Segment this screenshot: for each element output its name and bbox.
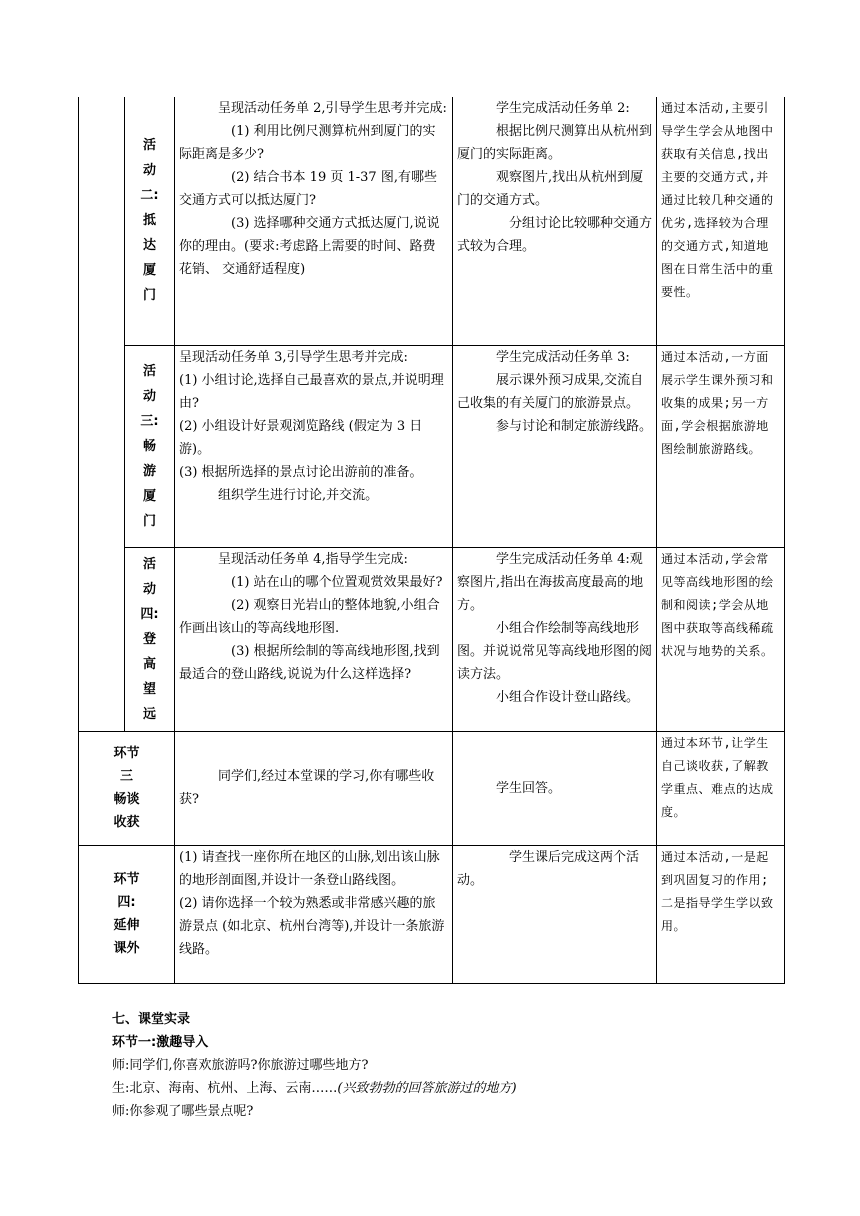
cell-paragraph: 呈现活动任务单 2,引导学生思考并完成:	[218, 101, 447, 116]
section-title: 七、课堂实录	[112, 1012, 191, 1027]
label-char: 环节	[113, 872, 140, 887]
label-char: 四:	[117, 895, 136, 910]
cell-paragraph: (1) 站在山的哪个位置观赏效果最好?	[231, 574, 443, 590]
activity-label	[125, 547, 175, 731]
design-intent: 通过本活动,主要引导学生学会从地图中获取有关信息,找出主要的交通方式,并通过比较几种交通的优劣,选择较为合理的交通方式,知道地图在日常生活中的重要性。	[657, 97, 785, 345]
label-char: 抵	[142, 213, 156, 229]
student-activity: 学生回答。	[453, 731, 657, 845]
cell-paragraph: (2) 请你选择一个较为熟悉或非常感兴趣的旅游景点 (如北京、杭州台湾等),并设计一条旅游线路。	[179, 895, 445, 957]
activity-label	[125, 345, 175, 547]
dialogue-text: 生:北京、海南、杭州、上海、云南……	[112, 1081, 338, 1096]
label-char: 环节	[113, 746, 140, 761]
lesson-plan-table	[78, 97, 785, 984]
stage-label	[79, 731, 175, 845]
label-char: 厦	[142, 263, 156, 279]
stage-cell-empty	[79, 97, 125, 731]
label-char: 登	[142, 631, 156, 647]
dialogue-line: 师:你参观了哪些景点呢?	[112, 1104, 254, 1119]
cell-paragraph: (3) 选择哪种交通方式抵达厦门,说说你的理由。(要求:考虑路上需要的时间、路费花销、 交通舒适程度)	[179, 216, 440, 277]
label-char: 畅谈	[113, 792, 140, 807]
label-char: 游	[142, 463, 156, 479]
label-char: 动	[142, 388, 156, 404]
cell-paragraph: 学生完成活动任务单 4:观察图片,指出在海拔高度最高的地方。	[457, 551, 644, 613]
label-char: 门	[142, 288, 156, 304]
teacher-activity	[175, 345, 453, 547]
design-intent: 通过本活动,一方面展示学生课外预习和收集的成果;另一方面,学会根据旅游地图绘制旅游路线。	[657, 345, 785, 547]
cell-paragraph: 展示课外预习成果,交流自己收集的有关厦门的旅游景点。	[457, 372, 644, 411]
segment-title: 环节一:激趣导入	[112, 1035, 209, 1050]
label-char: 活	[142, 138, 156, 154]
teacher-activity	[175, 547, 453, 731]
table-row	[79, 547, 785, 731]
cell-paragraph: 呈现活动任务单 3,引导学生思考并完成:	[179, 349, 408, 365]
label-char: 活	[142, 363, 156, 379]
label-char: 动	[142, 163, 156, 179]
cell-paragraph: 组织学生进行讨论,并交流。	[218, 487, 379, 503]
classroom-record	[112, 1008, 812, 1123]
cell-paragraph: (2) 结合书本 19 页 1-37 图,有哪些交通方式可以抵达厦门?	[179, 170, 437, 208]
label-char: 三:	[140, 413, 159, 429]
label-char: 活	[142, 556, 156, 572]
label-char: 高	[142, 656, 156, 672]
student-activity: 学生课后完成这两个活动。	[453, 845, 657, 983]
label-char: 收获	[113, 815, 140, 830]
cell-paragraph: 小组合作绘制等高线地形图。并说说常见等高线地形图的阅读方法。	[457, 620, 653, 682]
cell-paragraph: (3) 根据所选择的景点讨论出游前的准备。	[179, 464, 423, 480]
cell-paragraph: (1) 利用比例尺测算杭州到厦门的实际距离是多少?	[179, 124, 436, 162]
teacher-activity	[175, 97, 453, 345]
dialogue-line	[112, 1077, 812, 1100]
table-row	[79, 845, 785, 983]
student-activity	[453, 97, 657, 345]
cell-paragraph: 分组讨论比较哪种交通方式较为合理。	[457, 216, 653, 254]
cell-paragraph: 呈现活动任务单 4,指导学生完成:	[218, 551, 408, 567]
student-activity	[453, 547, 657, 731]
cell-paragraph: 学生完成活动任务单 2:	[496, 101, 630, 116]
table-row	[79, 97, 785, 345]
label-char: 延伸	[113, 918, 140, 933]
label-char: 课外	[113, 941, 140, 956]
label-char: 厦	[142, 488, 156, 504]
label-char: 远	[142, 706, 156, 722]
cell-paragraph: 学生完成活动任务单 3:	[496, 349, 630, 365]
table-row	[79, 345, 785, 547]
activity-label	[125, 97, 175, 345]
design-intent: 通过本环节,让学生自己谈收获,了解教学重点、难点的达成度。	[657, 731, 785, 845]
stage-label	[79, 845, 175, 983]
label-char: 达	[142, 238, 156, 254]
dialogue-note: (兴致勃勃的回答旅游过的地方)	[337, 1081, 517, 1096]
design-intent: 通过本活动,一是起到巩固复习的作用;二是指导学生学以致用。	[657, 845, 785, 983]
label-char: 四:	[140, 606, 159, 622]
cell-paragraph: 参与讨论和制定旅游线路。	[496, 418, 653, 434]
cell-paragraph: 观察图片,找出从杭州到厦门的交通方式。	[457, 170, 644, 208]
student-activity	[453, 345, 657, 547]
cell-paragraph: (1) 小组讨论,选择自己最喜欢的景点,并说明理由?	[179, 372, 444, 411]
teacher-activity: 同学们,经过本堂课的学习,你有哪些收获?	[175, 731, 453, 845]
label-char: 门	[142, 513, 156, 529]
cell-paragraph: (1) 请查找一座你所在地区的山脉,划出该山脉的地形剖面图,并设计一条登山路线图。	[179, 849, 440, 888]
table-row	[79, 731, 785, 845]
teacher-activity	[175, 845, 453, 983]
cell-paragraph: (2) 小组设计好景观浏览路线 (假定为 3 日游)。	[179, 418, 423, 457]
label-char: 三	[119, 769, 133, 784]
cell-paragraph: 小组合作设计登山路线。	[496, 689, 640, 705]
cell-paragraph: (2) 观察日光岩山的整体地貌,小组合作画出该山的等高线地形图.	[179, 597, 440, 636]
design-intent: 通过本活动,学会常见等高线地形图的绘制和阅读;学会从地图中获取等高线稀疏状况与地势的关系。	[657, 547, 785, 731]
label-char: 畅	[142, 438, 156, 454]
label-char: 望	[142, 681, 156, 697]
cell-paragraph: (3) 根据所绘制的等高线地形图,找到最适合的登山路线,说说为什么这样选择?	[179, 643, 440, 682]
cell-paragraph: 根据比例尺测算出从杭州到厦门的实际距离。	[457, 124, 653, 162]
label-char: 动	[142, 581, 156, 597]
dialogue-line: 师:同学们,你喜欢旅游吗?你旅游过哪些地方?	[112, 1058, 369, 1073]
label-char: 二:	[140, 188, 159, 204]
